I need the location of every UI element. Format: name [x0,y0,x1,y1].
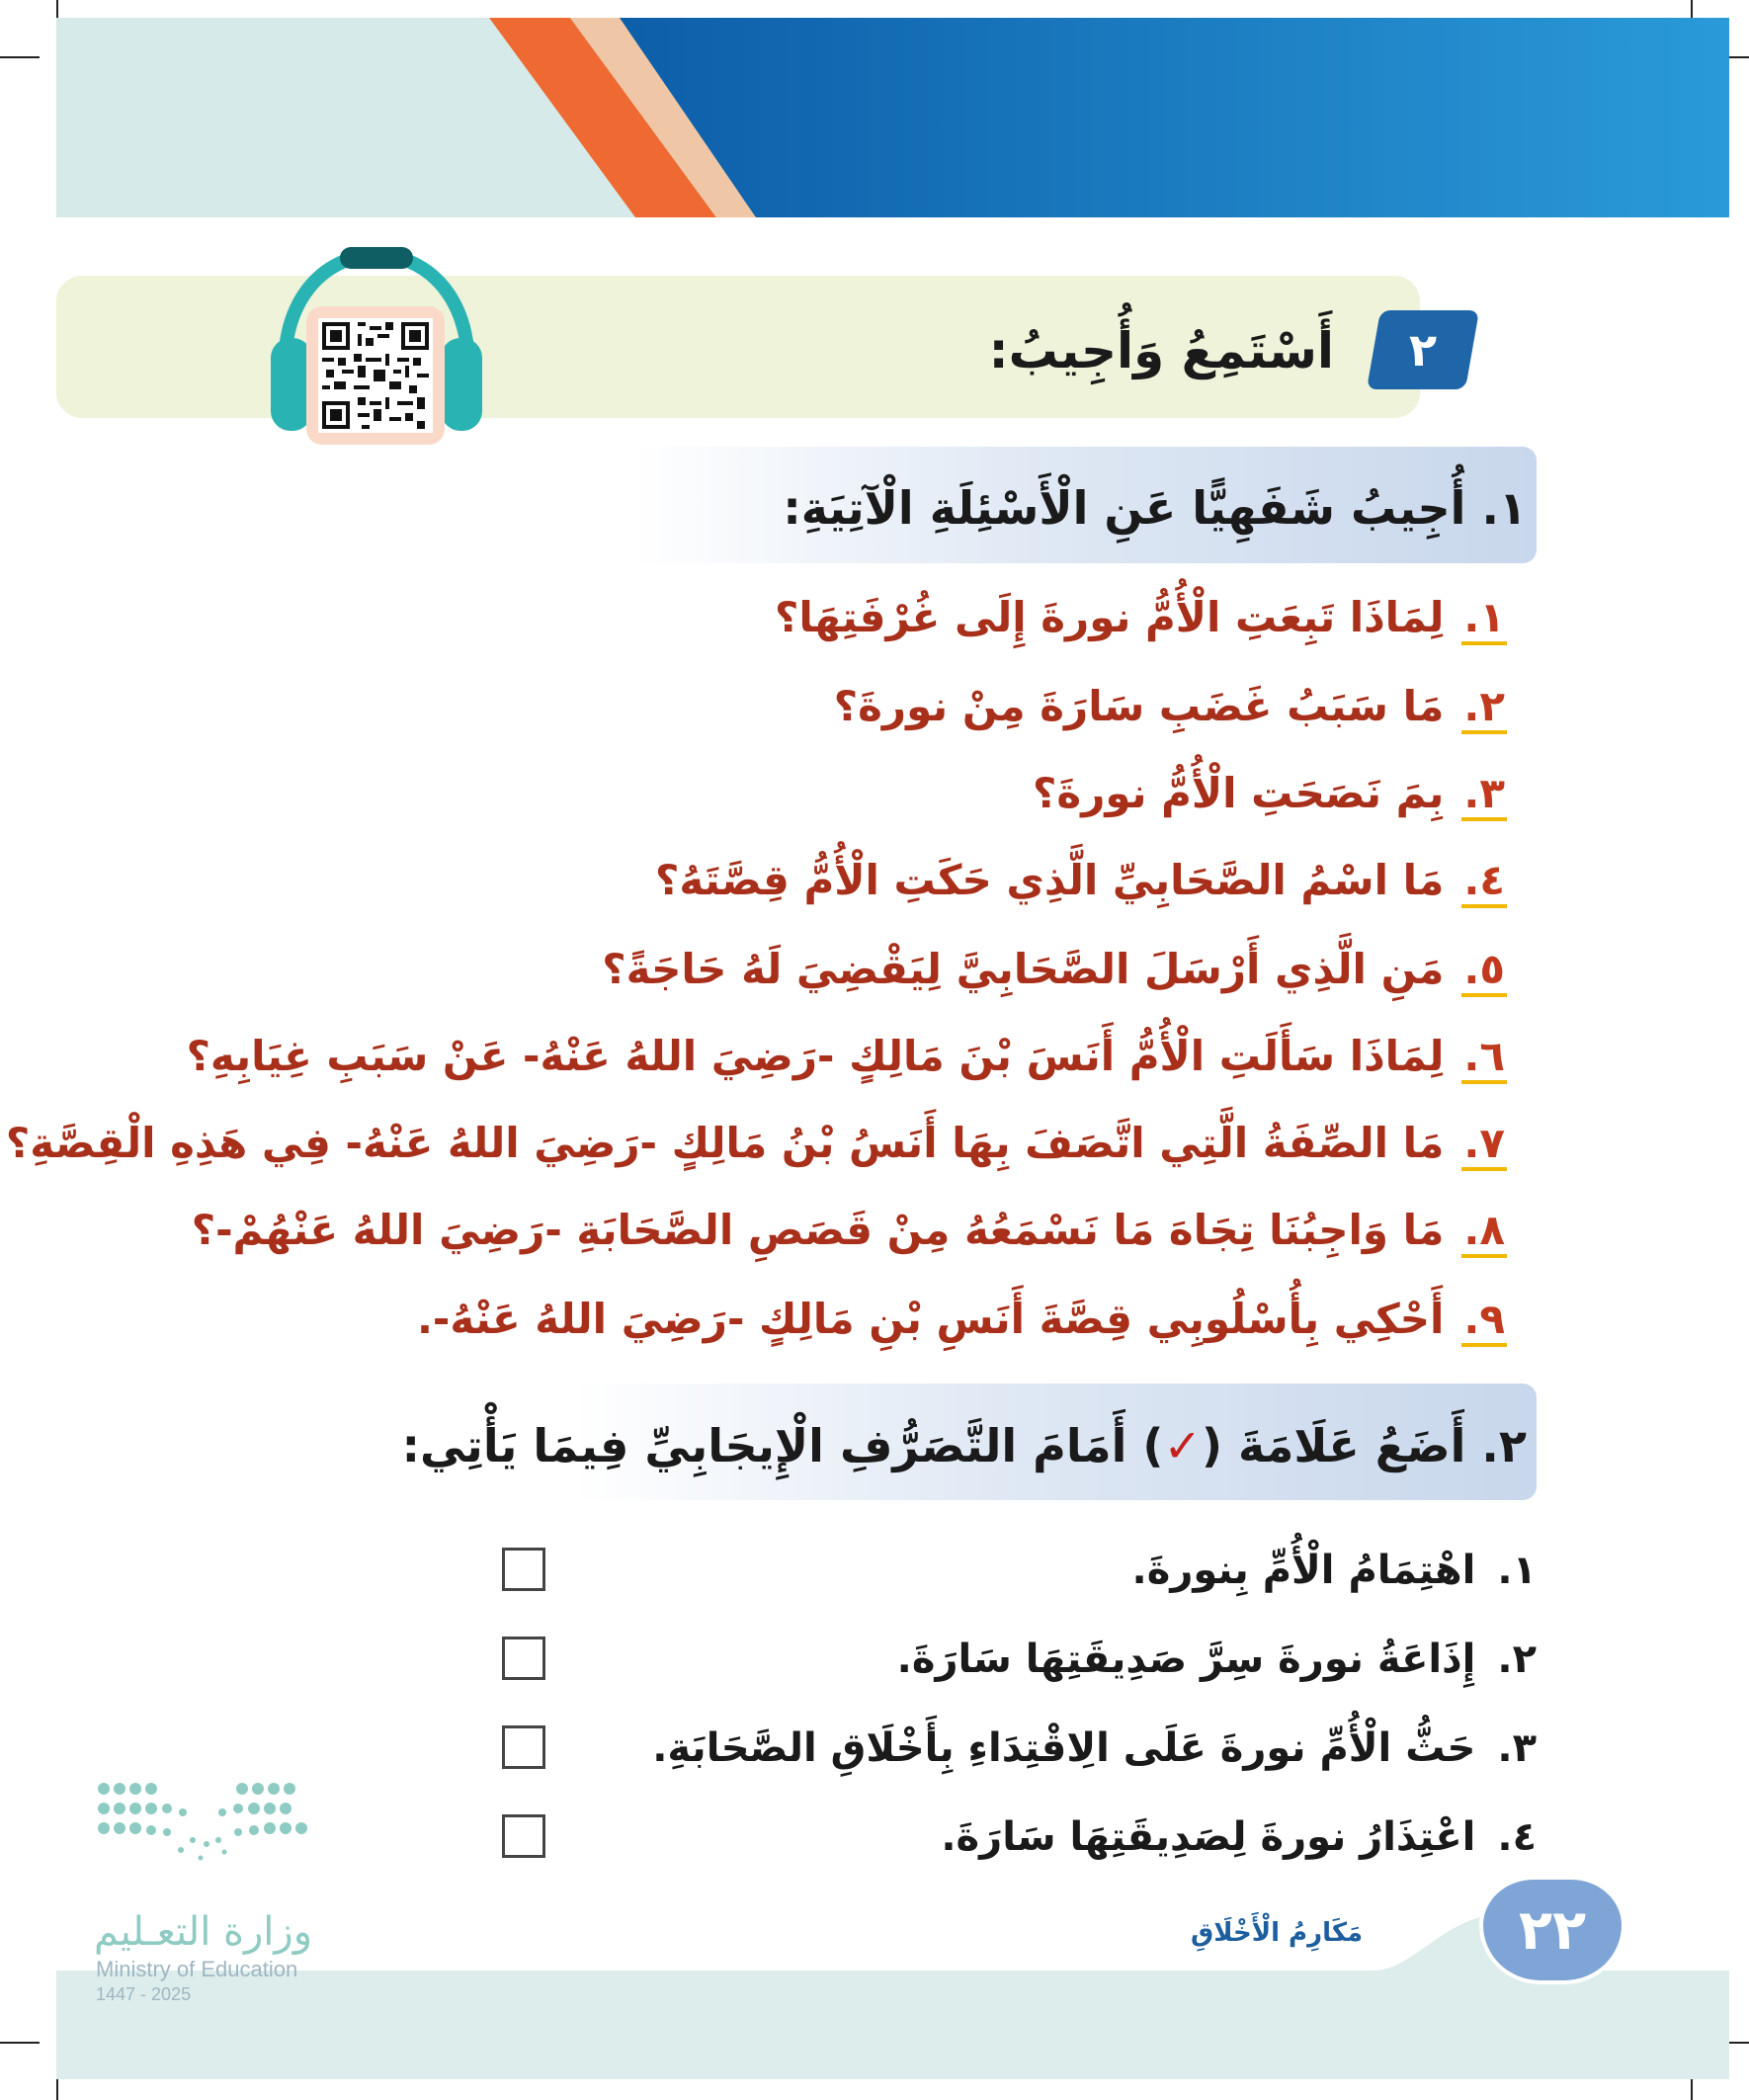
question-text: لِمَاذَا تَبِعَتِ الْأُمُّ نورةَ إِلَى غُرْفَتِهَا؟ [775,593,1445,641]
question-text: لِمَاذَا سَأَلَتِ الْأُمُّ أَنَسَ بْنَ مَالِكٍ -رَضِيَ اللهُ عَنْهُ- عَنْ سَبَبِ غِيَابِهِ؟ [186,1032,1445,1080]
edition-year: 2025 - 1447 [96,1984,192,2004]
item-number: ٢. [1497,1637,1537,1682]
oral-question [655,856,1507,908]
answer-checkbox[interactable] [502,1814,545,1858]
item-number: ٤. [1497,1814,1537,1860]
check-mark-icon: ✓ [1163,1419,1202,1472]
item-text: اعْتِذَارُ نورةَ لِصَدِيقَتِهَا سَارَةَ. [941,1814,1476,1860]
page-number-badge: ٢٢ [1479,1876,1625,1984]
qr-code-icon[interactable] [318,318,433,433]
question-text: مَا اسْمُ الصَّحَابِيِّ الَّذِي حَكَتِ الْأُمُّ قِصَّتَهُ؟ [655,856,1445,904]
oral-question [602,945,1507,997]
section-title: أَسْتَمِعُ وَأُجِيبُ: [988,322,1334,379]
question-number: ٤. [1461,856,1507,908]
item-text: حَثُّ الْأُمِّ نورةَ عَلَى الِاقْتِدَاءِ بِأَخْلَاقِ الصَّحَابَةِ. [652,1725,1476,1771]
oral-question [1033,769,1507,821]
marking-heading [402,1419,1527,1472]
item-text: إِذَاعَةُ نورةَ سِرَّ صَدِيقَتِهَا سَارَةَ. [896,1637,1476,1682]
behavior-item [897,1637,1537,1682]
ministry-logo-icon [94,1779,311,1897]
question-number: ٢. [1461,682,1507,734]
header-stripes [56,18,1729,217]
question-number: ٧. [1461,1119,1507,1171]
question-text: أَحْكِي بِأُسْلُوبِي قِصَّةَ أَنَسِ بْنِ مَالِكٍ -رَضِيَ اللهُ عَنْهُ-. [416,1295,1445,1343]
item-number: ٣. [1497,1725,1537,1771]
question-number: ٨. [1461,1206,1507,1258]
oral-question [775,593,1507,645]
oral-question [187,1032,1507,1084]
question-number: ١. [1461,593,1507,645]
oral-questions-heading: ١. أُجِيبُ شَفَهِيًّا عَنِ الْأَسْئِلَةِ الْآتِيَةِ: [783,481,1527,535]
marking-heading-start: ٢. أَضَعُ عَلَامَةَ ( [1202,1419,1527,1472]
header-band [56,18,1729,217]
oral-question [834,682,1507,734]
crop-mark [0,56,40,58]
item-number: ١. [1497,1548,1537,1593]
ministry-name-ar: وزارة التعـليم [94,1909,313,1955]
ministry-name-en: Ministry of Education [96,1957,298,1981]
behavior-item [941,1814,1537,1860]
behavior-item [652,1725,1537,1771]
answer-checkbox[interactable] [502,1637,545,1680]
question-number: ٦. [1461,1032,1507,1084]
book-name: مَكَارِمُ الْأَخْلَاقِ [1191,1918,1364,1948]
crop-mark [0,2042,40,2044]
item-text: اهْتِمَامُ الْأُمِّ بِنورةَ. [1131,1548,1476,1593]
question-text: مَا سَبَبُ غَضَبِ سَارَةَ مِنْ نورةَ؟ [833,682,1445,730]
question-number: ٣. [1461,769,1507,821]
marking-heading-end: ) أَمَامَ التَّصَرُّفِ الْإِيجَابِيِّ فِيمَا يَأْتِي: [401,1419,1164,1472]
question-text: مَا وَاجِبُنَا تِجَاهَ مَا نَسْمَعُهُ مِنْ قَصَصِ الصَّحَابَةِ -رَضِيَ اللهُ عَنْهُمْ-؟ [191,1206,1445,1254]
question-number: ٩. [1461,1295,1507,1347]
oral-question [6,1119,1507,1171]
oral-question [192,1206,1507,1258]
question-text: مَا الصِّفَةُ الَّتِي اتَّصَفَ بِهَا أَنَسُ بْنُ مَالِكٍ -رَضِيَ اللهُ عَنْهُ- فِي هَذِهِ الْقِصَّةِ؟ [5,1119,1445,1167]
question-text: مَنِ الَّذِي أَرْسَلَ الصَّحَابِيَّ لِيَقْضِيَ لَهُ حَاجَةً؟ [602,945,1445,993]
behavior-item [1132,1548,1537,1593]
question-text: بِمَ نَصَحَتِ الْأُمُّ نورةَ؟ [1033,769,1445,817]
section-number-badge: ٢ [1367,310,1479,389]
oral-question [417,1295,1507,1347]
answer-checkbox[interactable] [502,1548,545,1591]
answer-checkbox[interactable] [502,1725,545,1769]
footer-band [56,1971,1729,2079]
question-number: ٥. [1461,945,1507,997]
